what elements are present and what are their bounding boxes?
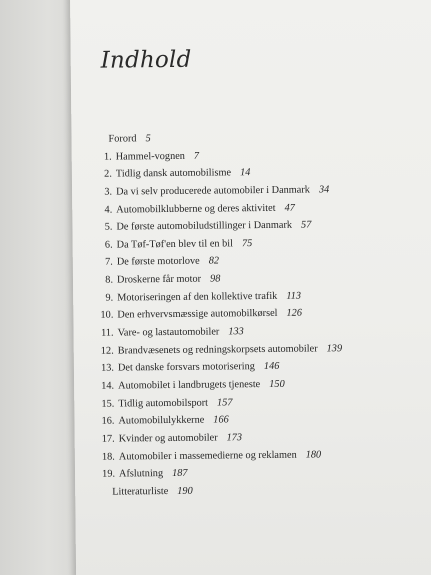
toc-entry-page-number: 98 (209, 273, 221, 285)
toc-entry-page-number: 14 (240, 167, 251, 179)
toc-entry-number: 19. (102, 468, 116, 480)
toc-entry-title: Automobilklubberne og deres aktivitet (116, 202, 276, 216)
toc-entry-title: Da Tøf-Tøf'en blev til en bil (116, 238, 234, 251)
toc-entry-title: Forord (108, 133, 137, 145)
toc-entry-number: 1. (103, 151, 112, 163)
page-title: Indhold (100, 46, 192, 74)
toc-entry-title: Hammel-vognen (115, 150, 185, 163)
toc-entry-title: Droskerne får motor (116, 273, 202, 286)
toc-entry-number: 16. (101, 415, 115, 427)
toc-entry-number: 17. (101, 433, 115, 445)
toc-entry-page-number: 166 (213, 414, 229, 426)
toc-entry-number: 15. (101, 398, 115, 410)
toc-entry-page-number: 146 (263, 361, 280, 373)
toc-entry-title: Da vi selv producerede automobiler i Danmark (116, 184, 310, 198)
toc-entry-page-number: 133 (228, 326, 244, 338)
toc-entry-title: Motoriseringen af den kollektive trafik (117, 290, 278, 304)
toc-entry-number: 5. (104, 221, 113, 233)
toc-entry (102, 483, 422, 504)
toc-entry-title: Automobilulykkerne (118, 414, 205, 427)
toc-entry-title: Det danske forsvars motorisering (117, 361, 255, 374)
toc-entry-number: 13. (100, 362, 114, 375)
toc-entry-page-number: 180 (305, 448, 322, 461)
toc-entry-title: Tidlig automobilsport (118, 397, 209, 410)
toc-entry-page-number: 190 (177, 485, 193, 497)
book-page (70, 0, 431, 575)
toc-entry-title: Vare- og lastautomobiler (117, 326, 220, 339)
toc-entry-number: 11. (100, 327, 114, 339)
toc-entry-title: De første motorlove (116, 256, 200, 269)
toc-entry-title: Automobiler i massemedierne og reklamen (118, 449, 297, 463)
toc-entry-number: 9. (105, 292, 114, 304)
toc-entry-number: 2. (104, 168, 112, 180)
toc-entry-page-number: 150 (269, 378, 285, 390)
toc-entry-page-number: 113 (286, 290, 302, 302)
toc-entry-title: De første automobiludstillinger i Danmark (116, 219, 293, 233)
toc-entry-number: 18. (101, 451, 115, 463)
toc-entry-page-number: 5 (145, 133, 151, 145)
toc-entry-title: Tidlig dansk automobilisme (115, 167, 232, 180)
toc-entry-page-number: 82 (208, 255, 220, 268)
adjacent-page-edge (0, 0, 80, 575)
toc-entry-title: Litteraturliste (112, 485, 169, 498)
toc-entry-title: Den erhvervsmæssige automobilkørsel (117, 308, 278, 321)
toc-entry-title: Afslutning (118, 468, 164, 480)
toc-entry-page-number: 157 (216, 396, 233, 409)
table-of-contents (98, 130, 422, 504)
toc-entry-page-number: 187 (172, 467, 188, 480)
toc-entry-number: 7. (105, 257, 113, 269)
toc-entry-number: 10. (100, 309, 114, 322)
toc-entry-page-number: 173 (226, 432, 243, 444)
toc-entry-page-number: 57 (300, 219, 312, 231)
toc-entry-number: 8. (105, 274, 114, 286)
toc-entry-title: Kvinder og automobiler (118, 432, 218, 445)
toc-entry-page-number: 47 (284, 202, 295, 214)
toc-entry-title: Brandvæsenets og redningskorpsets automobiler (117, 343, 318, 357)
toc-entry-title: Automobilet i landbrugets tjeneste (118, 378, 261, 392)
toc-entry-number: 3. (104, 186, 113, 198)
toc-entry-number: 4. (104, 204, 113, 216)
toc-entry-page-number: 139 (326, 342, 343, 355)
toc-entry-page-number: 34 (318, 184, 330, 196)
toc-entry-number: 6. (104, 239, 113, 251)
toc-entry-number: 14. (101, 380, 115, 392)
toc-entry-page-number: 75 (241, 237, 253, 250)
toc-entry-number: 12. (100, 345, 114, 357)
toc-entry-page-number: 126 (286, 307, 303, 320)
toc-entry-page-number: 7 (193, 150, 200, 162)
